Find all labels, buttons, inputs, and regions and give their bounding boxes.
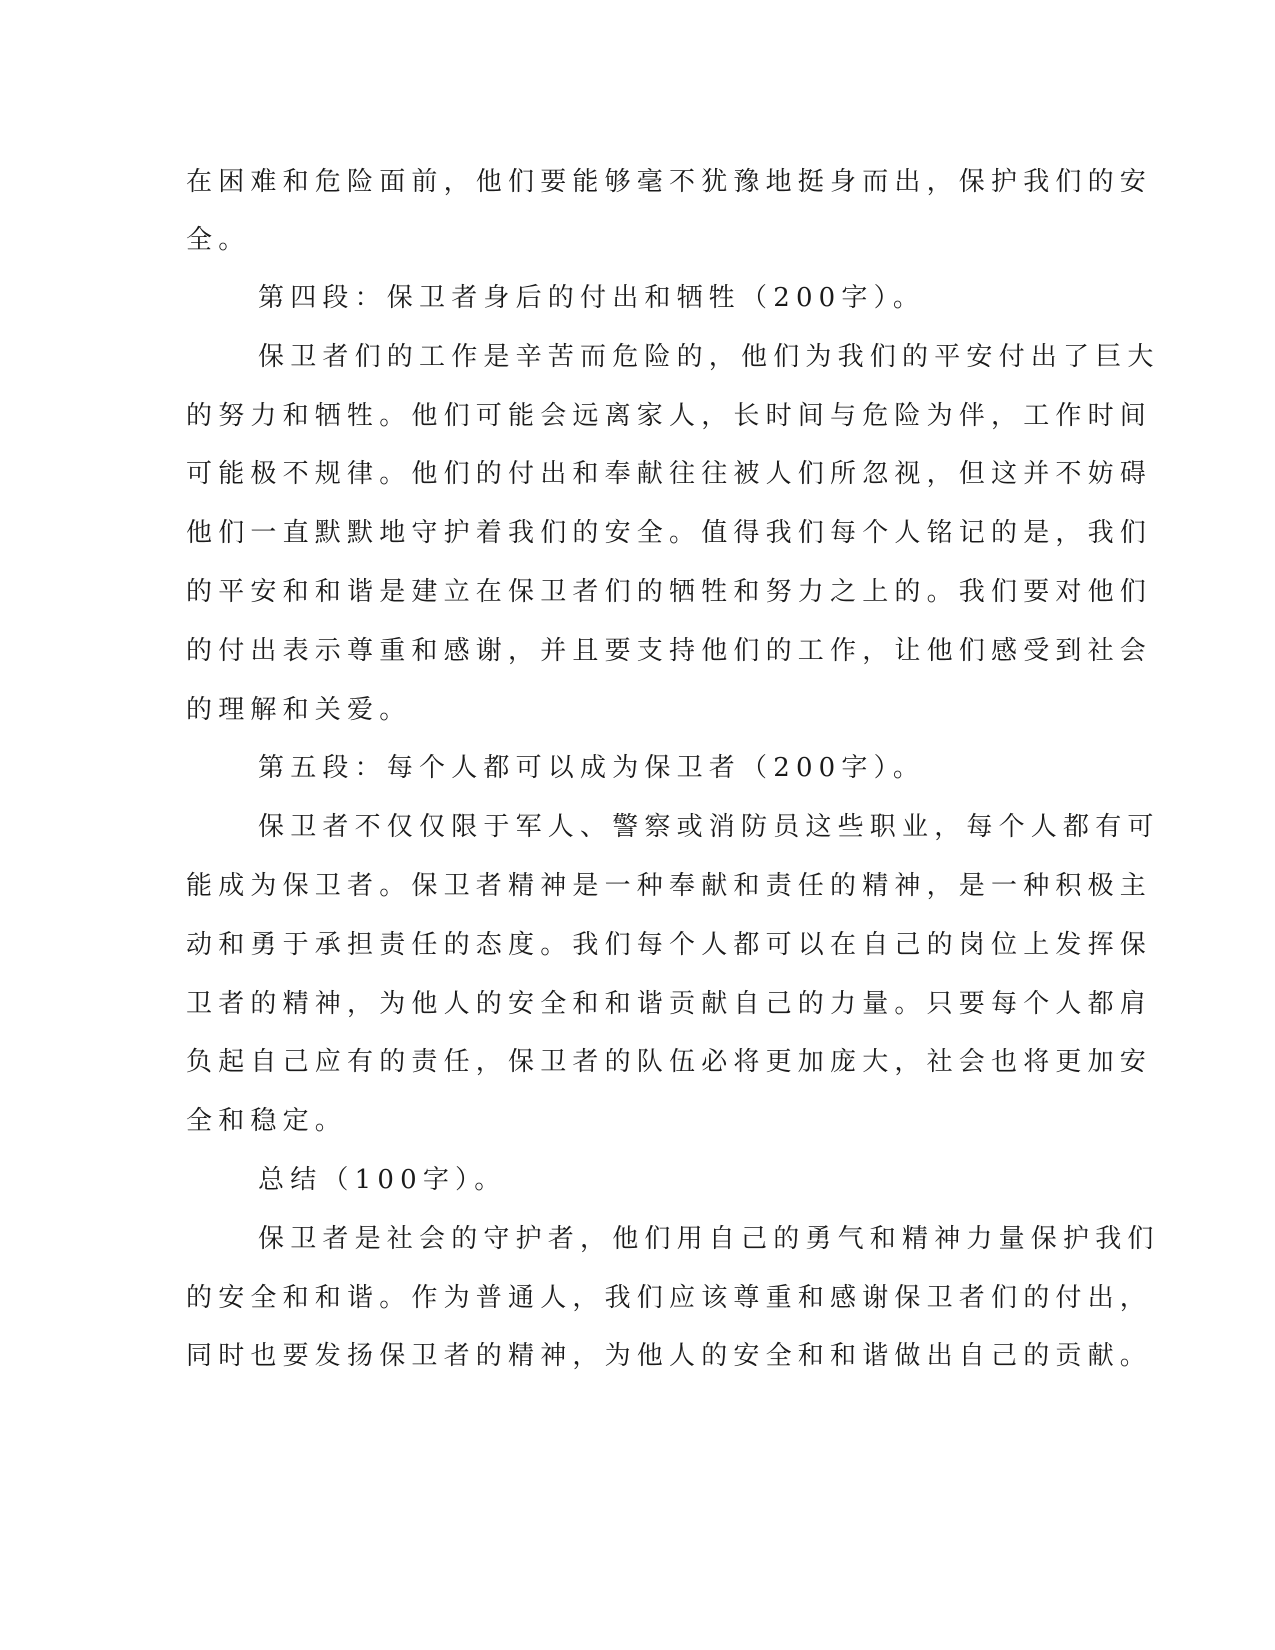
section-heading-5: 第五段：每个人都可以成为保卫者（200字）。 [258,753,926,783]
body-line: 动和勇于承担责任的态度。我们每个人都可以在自己的岗位上发挥保 [186,930,1153,960]
body-line: 他们一直默默地守护着我们的安全。值得我们每个人铭记的是，我们 [186,518,1153,548]
summary-heading: 总结（100字）。 [258,1165,507,1195]
body-line: 全和稳定。 [186,1106,348,1136]
body-line: 卫者的精神，为他人的安全和和谐贡献自己的力量。只要每个人都肩 [186,989,1153,1019]
body-line: 的努力和牺牲。他们可能会远离家人，长时间与危险为伴，工作时间 [186,401,1153,431]
body-line: 能成为保卫者。保卫者精神是一种奉献和责任的精神，是一种积极主 [186,871,1153,901]
body-line: 的平安和和谐是建立在保卫者们的牺牲和努力之上的。我们要对他们 [186,577,1153,607]
body-line: 的付出表示尊重和感谢，并且要支持他们的工作，让他们感受到社会 [186,636,1153,666]
body-line: 保卫者是社会的守护者，他们用自己的勇气和精神力量保护我们 [258,1224,1160,1254]
body-line: 保卫者们的工作是辛苦而危险的，他们为我们的平安付出了巨大 [258,342,1160,372]
body-line: 负起自己应有的责任，保卫者的队伍必将更加庞大，社会也将更加安 [186,1047,1153,1077]
body-line: 保卫者不仅仅限于军人、警察或消防员这些职业，每个人都有可 [258,812,1160,842]
body-line: 的安全和和谐。作为普通人，我们应该尊重和感谢保卫者们的付出， [186,1283,1153,1313]
body-line: 的理解和关爱。 [186,695,412,725]
body-line: 全。 [186,225,251,255]
section-heading-4: 第四段：保卫者身后的付出和牺牲（200字）。 [258,283,926,313]
body-line: 可能极不规律。他们的付出和奉献往往被人们所忽视，但这并不妨碍 [186,459,1153,489]
body-line: 在困难和危险面前，他们要能够毫不犹豫地挺身而出，保护我们的安 [186,167,1153,197]
body-line: 同时也要发扬保卫者的精神，为他人的安全和和谐做出自己的贡献。 [186,1341,1153,1371]
